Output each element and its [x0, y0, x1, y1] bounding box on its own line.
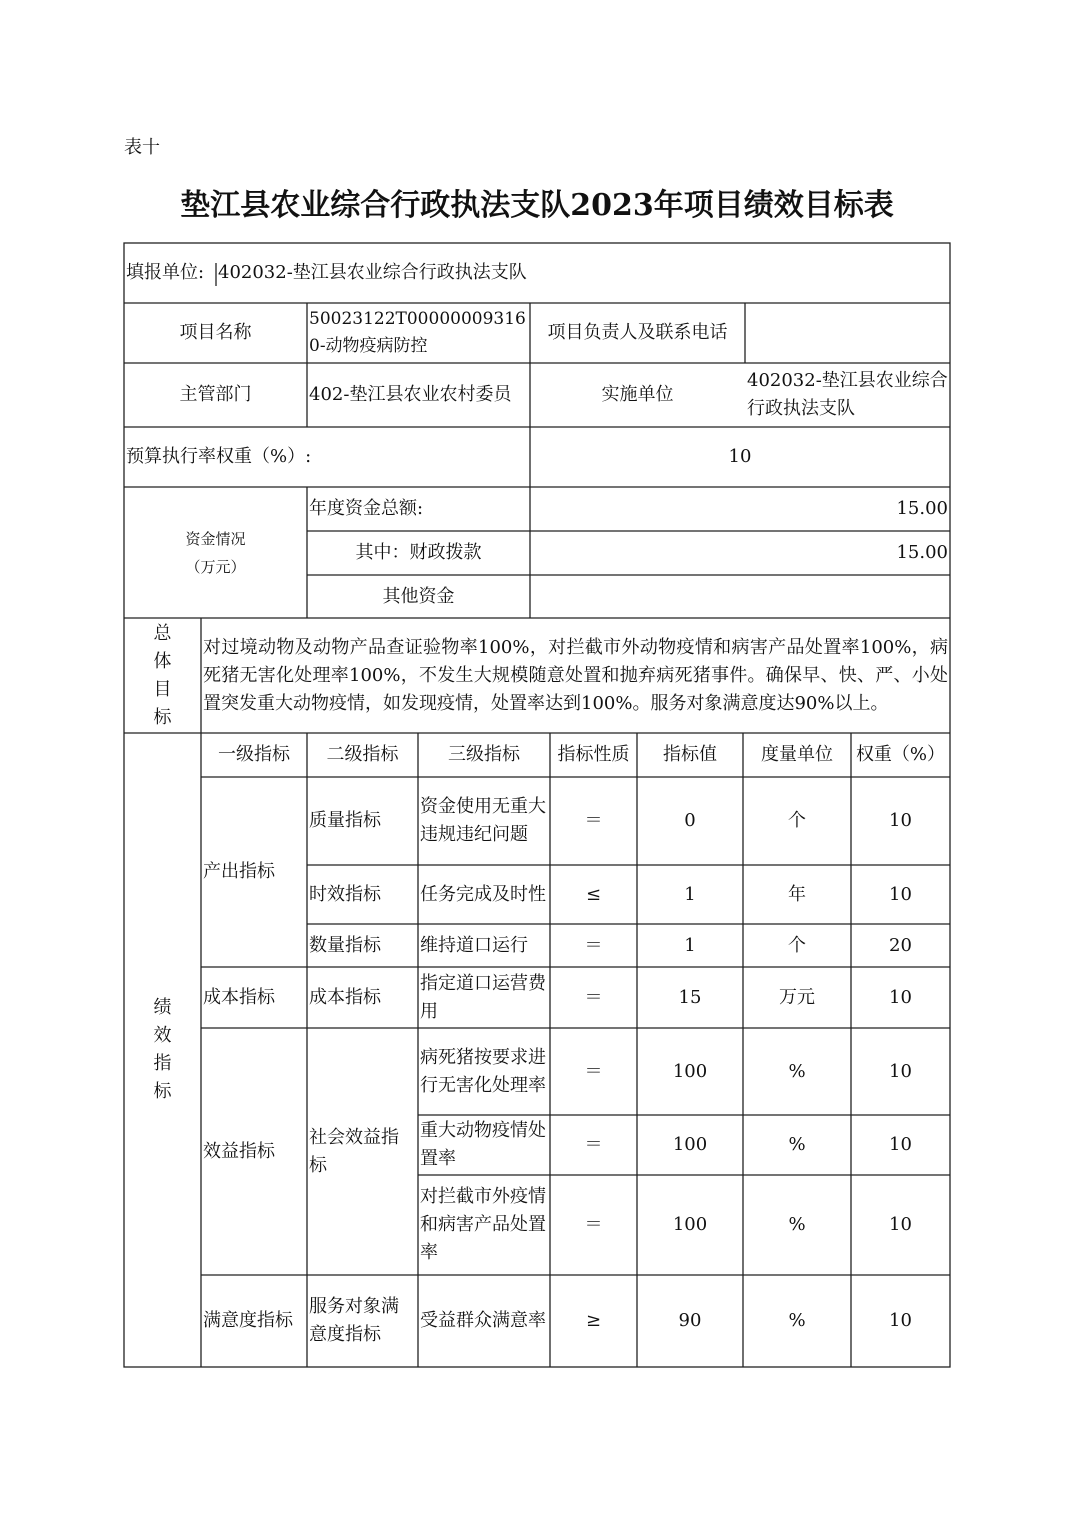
indicator-value: 100 — [672, 1134, 708, 1155]
indicator-unit: 年 — [788, 883, 806, 905]
header-level1: 一级指标 — [218, 744, 290, 765]
level2-timeliness: 时效指标 — [309, 883, 381, 905]
indicator-weight: 10 — [889, 1310, 912, 1331]
header-nature: 指标性质 — [557, 744, 630, 765]
indicator-unit: % — [788, 1134, 806, 1155]
indicator-value: 15 — [678, 986, 702, 1008]
annual-total-value: 15.00 — [896, 498, 948, 519]
indicator-weight: 10 — [889, 1134, 912, 1155]
indicator-weight: 10 — [889, 883, 912, 905]
indicator-weight: 10 — [889, 986, 912, 1008]
supervising-dept-label: 主管部门 — [179, 384, 252, 405]
indicator-value: 1 — [684, 934, 696, 956]
level3-indicator: 重大动物疫情处置率 — [420, 1120, 546, 1169]
project-name-value: 50023122T000000093160-动物疫病防控 — [309, 309, 526, 356]
indicator-weight: 10 — [889, 810, 912, 831]
level3-indicator: 病死猪按要求进行无害化处理率 — [420, 1046, 546, 1096]
indicators-label-char: 指 — [153, 1053, 172, 1074]
indicator-nature: ＝ — [584, 810, 603, 831]
indicator-nature: ＝ — [584, 1134, 603, 1155]
header-level3: 三级指标 — [448, 744, 520, 765]
project-contact-value — [745, 303, 950, 363]
funds-label-line1: 资金情况 — [185, 529, 246, 548]
indicator-unit: % — [788, 1310, 806, 1331]
level2-quantity: 数量指标 — [309, 934, 381, 956]
level1-cost: 成本指标 — [203, 986, 275, 1008]
header-unit: 度量单位 — [761, 744, 833, 765]
other-funds-value — [530, 575, 950, 618]
indicator-nature: ＝ — [584, 1214, 603, 1235]
other-funds-label: 其他资金 — [382, 585, 455, 607]
indicator-unit: 个 — [788, 810, 806, 831]
indicator-weight: 10 — [889, 1214, 912, 1235]
budget-rate-value: 10 — [728, 446, 752, 467]
level3-indicator: 受益群众满意率 — [420, 1310, 546, 1331]
indicator-nature: ＝ — [584, 986, 603, 1008]
indicator-value: 90 — [678, 1310, 702, 1331]
indicator-nature: ≥ — [585, 1310, 602, 1331]
funds-label — [124, 487, 307, 618]
indicator-nature: ≤ — [585, 883, 602, 905]
indicator-unit: % — [788, 1214, 806, 1235]
fiscal-funds-label: 其中：财政拨款 — [355, 542, 482, 563]
level2-cost: 成本指标 — [309, 986, 381, 1008]
performance-indicators-label — [124, 733, 201, 1367]
overall-target-char: 总 — [153, 622, 172, 644]
annual-total-label: 年度资金总额: — [309, 498, 424, 519]
level2-social-benefit: 社会效益指标 — [309, 1126, 399, 1176]
indicator-unit: 万元 — [779, 986, 815, 1008]
level1-output: 产出指标 — [203, 861, 275, 882]
level3-indicator: 对拦截市外疫情和病害产品处置率 — [420, 1186, 546, 1263]
implementing-unit-label: 实施单位 — [601, 384, 674, 405]
overall-target-char: 体 — [153, 650, 172, 672]
level1-satisfaction: 满意度指标 — [203, 1310, 293, 1331]
indicator-unit: % — [788, 1060, 806, 1082]
level1-benefit: 效益指标 — [203, 1140, 275, 1162]
level2-quality: 质量指标 — [309, 810, 381, 831]
indicator-value: 1 — [684, 883, 696, 905]
table-number: 表十 — [124, 137, 160, 158]
overall-target-text: 对过境动物及动物产品查证验物率100%，对拦截市外动物疫情和病害产品处置率100%，病死猪无害化处理率100%，不发生大规模随意处置和抛弃病死猪事件。确保早、快、严、小处置突发重大动物疫情，如发现疫情，处置率达到100%。服务对象满意度达90%以上。 — [203, 636, 948, 714]
indicators-label-char: 绩 — [153, 997, 172, 1018]
overall-target-label — [124, 618, 201, 733]
filler-unit-value: 402032-垫江县农业综合行政执法支队 — [218, 262, 527, 283]
indicator-value: 100 — [672, 1214, 708, 1235]
level3-indicator: 任务完成及时性 — [420, 883, 546, 905]
project-name-label: 项目名称 — [179, 322, 252, 343]
indicator-value: 100 — [672, 1060, 708, 1082]
indicator-value: 0 — [684, 810, 696, 831]
budget-rate-label: 预算执行率权重（%）: — [126, 446, 312, 467]
indicators-label-char: 标 — [153, 1081, 172, 1102]
level2-service-satisfaction: 服务对象满意度指标 — [309, 1296, 399, 1345]
level3-indicator: 指定道口运营费用 — [420, 972, 546, 1022]
supervising-dept-value: 402-垫江县农业农村委员 — [309, 384, 512, 405]
header-weight: 权重（%） — [855, 744, 946, 765]
header-value: 指标值 — [663, 744, 717, 765]
document-title: 垫江县农业综合行政执法支队2023年项目绩效目标表 — [180, 188, 894, 223]
indicator-nature: ＝ — [584, 1060, 603, 1082]
header-level2: 二级指标 — [326, 744, 399, 765]
funds-label-line2: （万元） — [185, 557, 246, 576]
level3-indicator: 资金使用无重大违规违纪问题 — [420, 796, 546, 845]
fiscal-funds-value: 15.00 — [896, 542, 948, 563]
implementing-unit-value: 402032-垫江县农业综合行政执法支队 — [747, 370, 948, 419]
indicator-unit: 个 — [788, 934, 806, 956]
indicator-weight: 10 — [889, 1060, 912, 1082]
overall-target-char: 目 — [153, 678, 172, 700]
overall-target-char: 标 — [153, 706, 172, 728]
filler-unit-label: 填报单位: — [126, 262, 205, 283]
project-contact-label: 项目负责人及联系电话 — [547, 322, 728, 343]
indicator-weight: 20 — [889, 934, 912, 956]
indicator-nature: ＝ — [584, 934, 603, 956]
indicators-label-char: 效 — [153, 1025, 172, 1046]
level3-indicator: 维持道口运行 — [420, 934, 528, 956]
